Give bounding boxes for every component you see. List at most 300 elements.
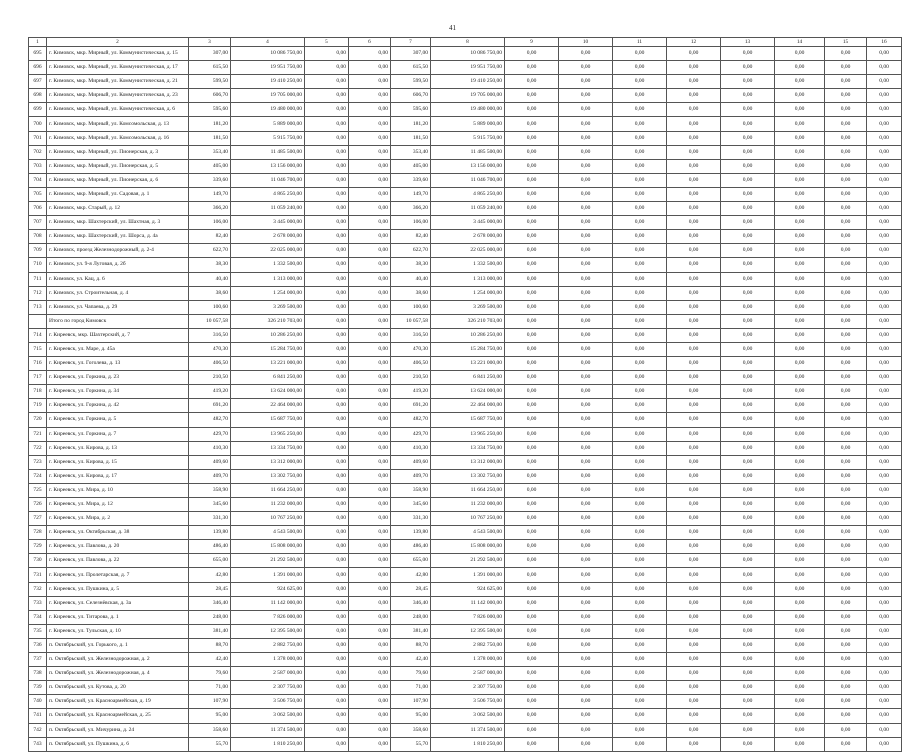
address-cell: г. Киреевск, ул. Октябрьская, д. 38 — [47, 526, 189, 540]
value-cell: 10 057,58 — [391, 314, 431, 328]
value-cell: 0,00 — [825, 385, 867, 399]
value-cell: 0,00 — [667, 427, 721, 441]
value-cell: 0,00 — [775, 131, 825, 145]
value-cell: 0,00 — [775, 187, 825, 201]
value-cell: 0,00 — [559, 526, 613, 540]
table-row — [29, 159, 902, 173]
row-number-cell: 703 — [29, 159, 47, 173]
value-cell: 0,00 — [559, 540, 613, 554]
value-cell: 0,00 — [867, 230, 902, 244]
value-cell: 0,00 — [559, 610, 613, 624]
value-cell: 0,00 — [867, 638, 902, 652]
value-cell: 0,00 — [613, 342, 667, 356]
value-cell: 13 624 000,00 — [231, 385, 305, 399]
value-cell: 1 391 000,00 — [231, 568, 305, 582]
value-cell: 0,00 — [867, 328, 902, 342]
value-cell: 55,70 — [391, 737, 431, 751]
value-cell: 0,00 — [721, 610, 775, 624]
value-cell: 429,70 — [189, 427, 231, 441]
value-cell: 0,00 — [305, 582, 349, 596]
value-cell: 0,00 — [559, 357, 613, 371]
value-cell: 0,00 — [613, 103, 667, 117]
address-cell: г. Киреевск, ул. Мира, д. 12 — [47, 498, 189, 512]
value-cell: 0,00 — [349, 723, 391, 737]
value-cell: 95,00 — [391, 709, 431, 723]
address-cell: г. Киреевск, ул. Павлова, д. 22 — [47, 554, 189, 568]
value-cell: 38,30 — [391, 258, 431, 272]
table-row — [29, 75, 902, 89]
value-cell: 71,00 — [189, 681, 231, 695]
value-cell: 3 506 750,00 — [231, 695, 305, 709]
row-number-cell: 700 — [29, 117, 47, 131]
value-cell: 0,00 — [505, 681, 559, 695]
value-cell: 0,00 — [305, 159, 349, 173]
value-cell: 0,00 — [867, 216, 902, 230]
value-cell: 0,00 — [721, 272, 775, 286]
value-cell: 0,00 — [559, 681, 613, 695]
value-cell: 0,00 — [349, 117, 391, 131]
value-cell: 0,00 — [305, 568, 349, 582]
value-cell: 3 062 500,00 — [431, 709, 505, 723]
value-cell: 13 302 750,00 — [431, 469, 505, 483]
value-cell: 0,00 — [613, 230, 667, 244]
value-cell: 38,60 — [189, 286, 231, 300]
value-cell: 0,00 — [867, 483, 902, 497]
table-row — [29, 540, 902, 554]
row-number-cell: 717 — [29, 371, 47, 385]
value-cell: 0,00 — [825, 173, 867, 187]
value-cell: 0,00 — [825, 624, 867, 638]
value-cell: 381,40 — [189, 624, 231, 638]
value-cell: 0,00 — [775, 413, 825, 427]
value-cell: 0,00 — [305, 117, 349, 131]
value-cell: 358,90 — [189, 483, 231, 497]
value-cell: 0,00 — [505, 47, 559, 61]
value-cell: 4 543 500,00 — [431, 526, 505, 540]
value-cell: 0,00 — [825, 455, 867, 469]
value-cell: 0,00 — [349, 61, 391, 75]
value-cell: 0,00 — [613, 441, 667, 455]
column-header: 12 — [667, 38, 721, 47]
value-cell: 0,00 — [559, 258, 613, 272]
value-cell: 0,00 — [721, 399, 775, 413]
value-cell: 0,00 — [775, 357, 825, 371]
table-row — [29, 737, 902, 751]
value-cell: 0,00 — [867, 554, 902, 568]
value-cell: 0,00 — [505, 202, 559, 216]
value-cell: 0,00 — [775, 596, 825, 610]
value-cell: 406,50 — [391, 357, 431, 371]
value-cell: 4 543 500,00 — [231, 526, 305, 540]
value-cell: 5 915 750,00 — [231, 131, 305, 145]
value-cell: 0,00 — [505, 610, 559, 624]
value-cell: 0,00 — [349, 103, 391, 117]
value-cell: 0,00 — [825, 582, 867, 596]
table-row — [29, 272, 902, 286]
value-cell: 409,70 — [391, 469, 431, 483]
address-cell: г. Киреевск, ул. Селезнёвская, д. 3а — [47, 596, 189, 610]
value-cell: 1 332 500,00 — [431, 258, 505, 272]
value-cell: 12 395 500,00 — [231, 624, 305, 638]
value-cell: 0,00 — [867, 399, 902, 413]
value-cell: 0,00 — [613, 709, 667, 723]
value-cell: 0,00 — [721, 173, 775, 187]
value-cell: 0,00 — [867, 681, 902, 695]
value-cell: 0,00 — [775, 498, 825, 512]
value-cell: 7 826 000,00 — [231, 610, 305, 624]
value-cell: 1 313 000,00 — [431, 272, 505, 286]
value-cell: 0,00 — [721, 526, 775, 540]
address-cell: г. Киреевск, ул. Горкина, д. 23 — [47, 371, 189, 385]
table-row — [29, 582, 902, 596]
value-cell: 0,00 — [721, 357, 775, 371]
value-cell: 0,00 — [305, 427, 349, 441]
value-cell: 0,00 — [613, 582, 667, 596]
value-cell: 0,00 — [613, 667, 667, 681]
value-cell: 11 232 000,00 — [231, 498, 305, 512]
address-cell: п. Октябрьский, ул. Мичурина, д. 24 — [47, 723, 189, 737]
address-cell: г. Киреевск, ул. Павлова, д. 20 — [47, 540, 189, 554]
value-cell: 0,00 — [305, 173, 349, 187]
value-cell: 13 624 000,00 — [431, 385, 505, 399]
value-cell: 0,00 — [349, 540, 391, 554]
table-row — [29, 455, 902, 469]
value-cell: 0,00 — [825, 216, 867, 230]
value-cell: 0,00 — [667, 244, 721, 258]
value-cell: 0,00 — [867, 272, 902, 286]
value-cell: 0,00 — [667, 230, 721, 244]
table-row — [29, 596, 902, 610]
value-cell: 1 378 000,00 — [231, 653, 305, 667]
value-cell: 0,00 — [667, 258, 721, 272]
value-cell: 1 254 000,00 — [231, 286, 305, 300]
value-cell: 0,00 — [775, 258, 825, 272]
row-number-cell: 733 — [29, 596, 47, 610]
column-header: 15 — [825, 38, 867, 47]
value-cell: 0,00 — [505, 624, 559, 638]
value-cell: 0,00 — [775, 244, 825, 258]
value-cell: 0,00 — [305, 202, 349, 216]
value-cell: 0,00 — [867, 709, 902, 723]
value-cell: 655,00 — [189, 554, 231, 568]
value-cell: 0,00 — [867, 300, 902, 314]
value-cell: 19 480 000,00 — [231, 103, 305, 117]
value-cell: 0,00 — [775, 568, 825, 582]
table-body — [29, 47, 902, 752]
value-cell: 4 865 250,00 — [231, 187, 305, 201]
value-cell: 307,00 — [391, 47, 431, 61]
value-cell: 0,00 — [867, 286, 902, 300]
value-cell: 0,00 — [505, 568, 559, 582]
value-cell: 0,00 — [825, 653, 867, 667]
value-cell: 0,00 — [305, 272, 349, 286]
value-cell: 11 374 500,00 — [231, 723, 305, 737]
value-cell: 0,00 — [721, 328, 775, 342]
address-cell: г. Кимовск, мкр. Старый, д. 12 — [47, 202, 189, 216]
value-cell: 409,60 — [189, 455, 231, 469]
address-cell: г. Кимовск, мкр. Мирный, ул. Коммунистическая, д. 21 — [47, 75, 189, 89]
column-header: 7 — [391, 38, 431, 47]
table-row — [29, 709, 902, 723]
value-cell: 0,00 — [721, 385, 775, 399]
address-cell: г. Кимовск, ул. Чапаева, д. 29 — [47, 300, 189, 314]
value-cell: 0,00 — [721, 638, 775, 652]
value-cell: 0,00 — [349, 328, 391, 342]
value-cell: 0,00 — [349, 216, 391, 230]
column-header: 8 — [431, 38, 505, 47]
table-row — [29, 244, 902, 258]
value-cell: 0,00 — [613, 159, 667, 173]
value-cell: 12 395 500,00 — [431, 624, 505, 638]
value-cell: 0,00 — [505, 328, 559, 342]
value-cell: 0,00 — [775, 300, 825, 314]
value-cell: 0,00 — [775, 695, 825, 709]
value-cell: 0,00 — [667, 272, 721, 286]
value-cell: 10 286 250,00 — [231, 328, 305, 342]
value-cell: 11 142 000,00 — [231, 596, 305, 610]
value-cell: 615,50 — [391, 61, 431, 75]
value-cell: 210,50 — [189, 371, 231, 385]
row-number-cell: 734 — [29, 610, 47, 624]
value-cell: 0,00 — [613, 61, 667, 75]
value-cell: 0,00 — [305, 441, 349, 455]
value-cell: 0,00 — [667, 75, 721, 89]
address-cell: г. Киреевск, мкр. Шахтерский, д. 7 — [47, 328, 189, 342]
address-cell: г. Кимовск, мкр. Мирный, ул. Пионерская, д. 3 — [47, 145, 189, 159]
value-cell: 924 625,00 — [231, 582, 305, 596]
value-cell: 0,00 — [867, 173, 902, 187]
value-cell: 0,00 — [559, 103, 613, 117]
value-cell: 0,00 — [505, 709, 559, 723]
value-cell: 0,00 — [613, 638, 667, 652]
value-cell: 0,00 — [721, 427, 775, 441]
value-cell: 419,20 — [391, 385, 431, 399]
value-cell: 0,00 — [667, 667, 721, 681]
value-cell: 0,00 — [559, 638, 613, 652]
value-cell: 19 951 750,00 — [431, 61, 505, 75]
address-cell: п. Октябрьский, ул. Железнодорожная, д. 4 — [47, 667, 189, 681]
value-cell: 358,60 — [189, 723, 231, 737]
value-cell: 0,00 — [349, 667, 391, 681]
row-number-cell: 698 — [29, 89, 47, 103]
value-cell: 0,00 — [613, 526, 667, 540]
value-cell: 0,00 — [775, 103, 825, 117]
value-cell: 0,00 — [721, 244, 775, 258]
value-cell: 0,00 — [667, 469, 721, 483]
value-cell: 0,00 — [867, 145, 902, 159]
value-cell: 0,00 — [613, 202, 667, 216]
value-cell: 0,00 — [667, 399, 721, 413]
address-cell: г. Кимовск, мкр. Шахтерский, ул. Шорса, д. 4а — [47, 230, 189, 244]
value-cell: 0,00 — [667, 47, 721, 61]
value-cell: 0,00 — [721, 145, 775, 159]
table-row — [29, 399, 902, 413]
value-cell: 0,00 — [721, 582, 775, 596]
value-cell: 0,00 — [505, 314, 559, 328]
value-cell: 0,00 — [505, 512, 559, 526]
value-cell: 0,00 — [559, 413, 613, 427]
value-cell: 0,00 — [775, 681, 825, 695]
value-cell: 0,00 — [867, 441, 902, 455]
value-cell: 71,00 — [391, 681, 431, 695]
value-cell: 0,00 — [721, 300, 775, 314]
value-cell: 0,00 — [775, 709, 825, 723]
value-cell: 0,00 — [613, 300, 667, 314]
value-cell: 19 480 000,00 — [431, 103, 505, 117]
value-cell: 0,00 — [559, 117, 613, 131]
value-cell: 0,00 — [349, 202, 391, 216]
value-cell: 0,00 — [349, 498, 391, 512]
value-cell: 0,00 — [349, 371, 391, 385]
address-cell: г. Кимовск, проезд Железнодорожный, д. 2-4 — [47, 244, 189, 258]
value-cell: 0,00 — [867, 342, 902, 356]
value-cell: 0,00 — [505, 596, 559, 610]
value-cell: 0,00 — [825, 737, 867, 751]
value-cell: 0,00 — [721, 624, 775, 638]
value-cell: 42,40 — [189, 653, 231, 667]
value-cell: 106,00 — [189, 216, 231, 230]
value-cell: 5 915 750,00 — [431, 131, 505, 145]
value-cell: 0,00 — [305, 47, 349, 61]
value-cell: 0,00 — [559, 89, 613, 103]
value-cell: 0,00 — [559, 399, 613, 413]
value-cell: 0,00 — [667, 582, 721, 596]
value-cell: 0,00 — [721, 695, 775, 709]
value-cell: 0,00 — [505, 723, 559, 737]
value-cell: 0,00 — [667, 483, 721, 497]
address-cell: г. Кимовск, ул. 9-я Луговая, д. 2б — [47, 258, 189, 272]
value-cell: 0,00 — [559, 427, 613, 441]
value-cell: 606,70 — [391, 89, 431, 103]
value-cell: 0,00 — [305, 540, 349, 554]
column-header: 2 — [47, 38, 189, 47]
address-cell: г. Киреевск, ул. Мира, д. 2 — [47, 512, 189, 526]
value-cell: 0,00 — [775, 61, 825, 75]
value-cell: 0,00 — [559, 47, 613, 61]
value-cell: 0,00 — [667, 286, 721, 300]
value-cell: 0,00 — [349, 300, 391, 314]
value-cell: 0,00 — [613, 681, 667, 695]
value-cell: 1 391 000,00 — [431, 568, 505, 582]
value-cell: 0,00 — [305, 371, 349, 385]
value-cell: 0,00 — [349, 244, 391, 258]
table-row — [29, 216, 902, 230]
value-cell: 316,50 — [391, 328, 431, 342]
value-cell: 0,00 — [349, 695, 391, 709]
value-cell: 0,00 — [505, 230, 559, 244]
value-cell: 22 464 000,00 — [431, 399, 505, 413]
value-cell: 0,00 — [825, 61, 867, 75]
value-cell: 28,45 — [189, 582, 231, 596]
value-cell: 0,00 — [305, 512, 349, 526]
value-cell: 1 810 250,00 — [231, 737, 305, 751]
value-cell: 0,00 — [667, 709, 721, 723]
value-cell: 0,00 — [867, 582, 902, 596]
value-cell: 0,00 — [867, 667, 902, 681]
value-cell: 2 882 750,00 — [431, 638, 505, 652]
column-header: 1 — [29, 38, 47, 47]
value-cell: 13 334 750,00 — [231, 441, 305, 455]
value-cell: 0,00 — [613, 131, 667, 145]
value-cell: 2 678 000,00 — [231, 230, 305, 244]
value-cell: 6 841 250,00 — [431, 371, 505, 385]
value-cell: 419,20 — [189, 385, 231, 399]
value-cell: 0,00 — [825, 187, 867, 201]
value-cell: 358,90 — [391, 483, 431, 497]
value-cell: 0,00 — [349, 131, 391, 145]
value-cell: 0,00 — [505, 469, 559, 483]
value-cell: 0,00 — [505, 75, 559, 89]
value-cell: 0,00 — [867, 75, 902, 89]
value-cell: 0,00 — [613, 47, 667, 61]
value-cell: 0,00 — [505, 89, 559, 103]
table-row — [29, 173, 902, 187]
value-cell: 0,00 — [613, 314, 667, 328]
value-cell: 181,20 — [189, 117, 231, 131]
value-cell: 0,00 — [867, 512, 902, 526]
value-cell: 0,00 — [825, 202, 867, 216]
address-cell: п. Октябрьский, ул. Железнодорожная, д. 2 — [47, 653, 189, 667]
value-cell: 0,00 — [349, 653, 391, 667]
value-cell: 0,00 — [559, 653, 613, 667]
value-cell: 0,00 — [721, 483, 775, 497]
value-cell: 0,00 — [667, 357, 721, 371]
value-cell: 326 210 703,00 — [431, 314, 505, 328]
value-cell: 0,00 — [825, 131, 867, 145]
value-cell: 0,00 — [559, 187, 613, 201]
value-cell: 0,00 — [613, 173, 667, 187]
value-cell: 0,00 — [721, 89, 775, 103]
value-cell: 0,00 — [305, 342, 349, 356]
value-cell: 0,00 — [349, 709, 391, 723]
value-cell: 0,00 — [349, 582, 391, 596]
value-cell: 0,00 — [613, 723, 667, 737]
value-cell: 11 059 240,00 — [431, 202, 505, 216]
value-cell: 0,00 — [505, 187, 559, 201]
address-cell: г. Кимовск, мкр. Мирный, ул. Комсомольская, д. 16 — [47, 131, 189, 145]
value-cell: 0,00 — [505, 526, 559, 540]
value-cell: 0,00 — [775, 328, 825, 342]
value-cell: 13 965 250,00 — [231, 427, 305, 441]
value-cell: 0,00 — [867, 568, 902, 582]
value-cell: 0,00 — [613, 469, 667, 483]
value-cell: 0,00 — [667, 695, 721, 709]
value-cell: 0,00 — [559, 695, 613, 709]
value-cell: 0,00 — [349, 230, 391, 244]
value-cell: 0,00 — [613, 357, 667, 371]
value-cell: 0,00 — [867, 61, 902, 75]
value-cell: 0,00 — [775, 723, 825, 737]
address-cell: г. Киреевск, ул. Горкина, д. 7 — [47, 427, 189, 441]
value-cell: 0,00 — [667, 103, 721, 117]
value-cell: 40,40 — [189, 272, 231, 286]
value-cell: 0,00 — [613, 483, 667, 497]
value-cell: 0,00 — [305, 131, 349, 145]
value-cell: 0,00 — [349, 75, 391, 89]
value-cell: 5 889 000,00 — [231, 117, 305, 131]
value-cell: 0,00 — [349, 737, 391, 751]
value-cell: 0,00 — [667, 328, 721, 342]
value-cell: 0,00 — [825, 709, 867, 723]
value-cell: 691,20 — [391, 399, 431, 413]
table-row — [29, 427, 902, 441]
value-cell: 0,00 — [721, 342, 775, 356]
value-cell: 0,00 — [775, 173, 825, 187]
value-cell: 13 221 000,00 — [231, 357, 305, 371]
value-cell: 307,00 — [189, 47, 231, 61]
value-cell: 691,20 — [189, 399, 231, 413]
value-cell: 0,00 — [775, 47, 825, 61]
